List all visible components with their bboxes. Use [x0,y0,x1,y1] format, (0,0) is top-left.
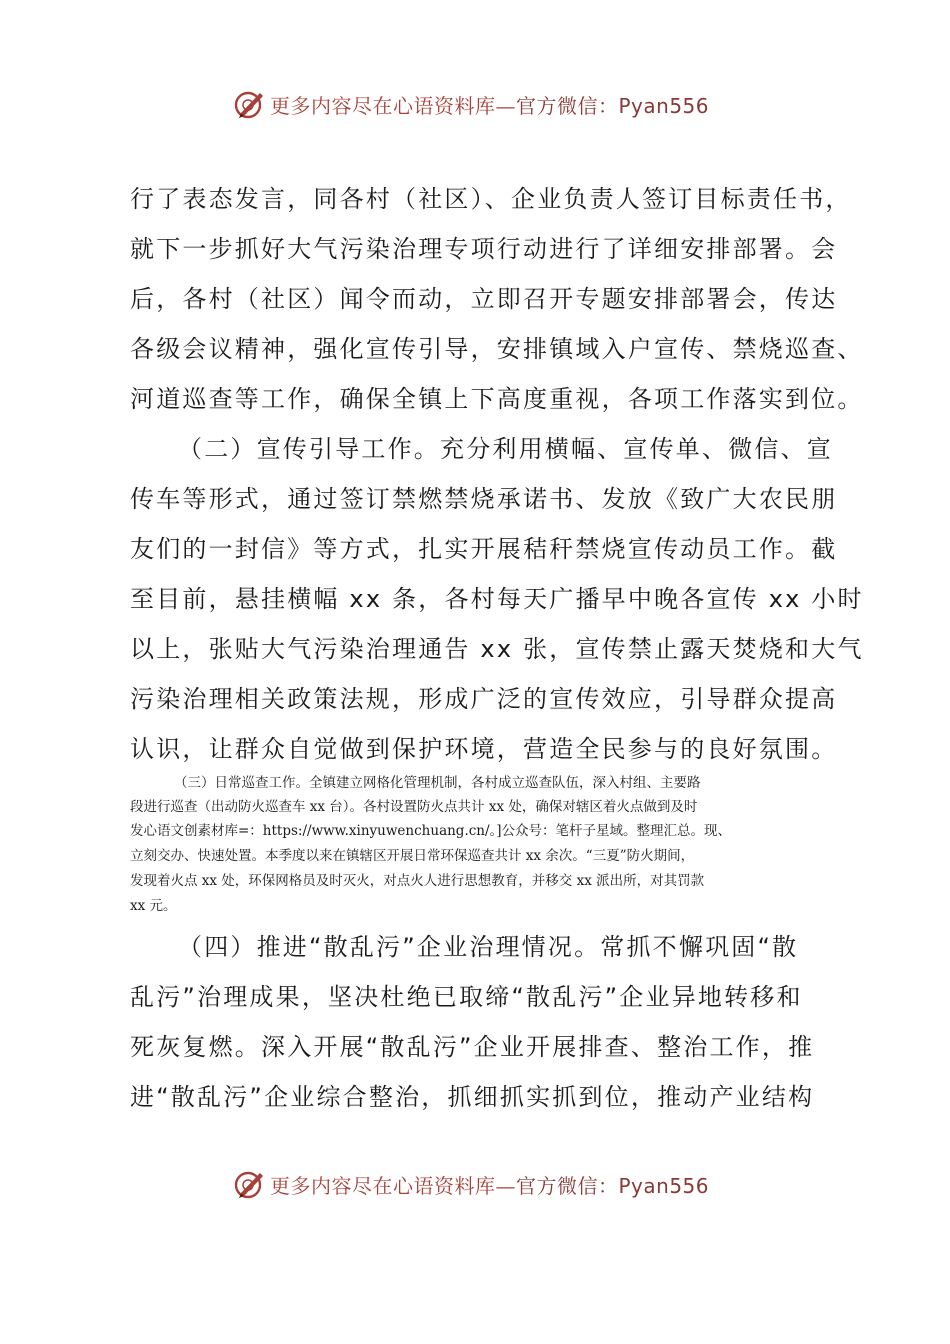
body-line: 就下一步抓好大气污染治理专项行动进行了详细安排部署。会 [130,235,838,263]
body-line: 以上，张贴大气污染治理通告 xx 张，宣传禁止露天焚烧和大气 [130,635,864,663]
small-paragraph-line: xx 元。 [130,898,177,914]
body-line: 至目前，悬挂横幅 xx 条，各村每天广播早中晚各宣传 xx 小时 [130,585,864,613]
small-paragraph-line: 立刻交办、快速处置。本季度以来在镇辖区开展日常环保巡查共计 xx 余次。“三夏”防火期间， [130,848,695,864]
body-line: 友们的一封信》等方式，扎实开展秸秆禁烧宣传动员工作。截 [130,535,838,563]
banner-main-text: 更多内容尽在心语资料库 [270,93,496,118]
body-line: 后，各村（社区）闻令而动，立即召开专题安排部署会，传达 [130,285,838,313]
body-line: 河道巡查等工作，确保全镇上下高度重视，各项工作落实到位。 [130,385,864,413]
header-banner [232,86,709,122]
body-line: 传车等形式，通过签订禁燃禁烧承诺书、发放《致广大农民朋 [130,485,838,513]
body-line: 污染治理相关政策法规，形成广泛的宣传效应，引导群众提高 [130,685,838,713]
banner-text [270,90,709,119]
banner-contact-text: 官方微信：Pyan556 [516,93,710,118]
small-paragraph-line: 段进行巡查（出动防火巡查车 xx 台）。各村设置防火点共计 xx 处，确保对辖区着火点做到及时 [130,799,698,815]
banner-dash: — [495,93,516,118]
banner-text [270,1170,709,1199]
banner-contact-text: 官方微信：Pyan556 [516,1173,710,1198]
small-paragraph-line: 发心语文创素材库=：https://www.xinyuwenchuang.cn/。]公众号：笔杆子星域。整理汇总。现、 [130,823,732,839]
section-heading-line: （四）推进“散乱污”企业治理情况。常抓不懈巩固“散 [178,933,799,961]
footer-banner [232,1166,709,1202]
pen-logo-icon [232,87,266,121]
body-line: 乱污”治理成果，坚决杜绝已取缔“散乱污”企业异地转移和 [130,983,803,1011]
banner-main-text: 更多内容尽在心语资料库 [270,1173,496,1198]
banner-dash: — [495,1173,516,1198]
body-line: 认识，让群众自觉做到保护环境，营造全民参与的良好氛围。 [130,735,838,763]
body-line: 死灰复燃。深入开展“散乱污”企业开展排查、整治工作，推 [130,1033,815,1061]
body-line: 进“散乱污”企业综合整治，抓细抓实抓到位，推动产业结构 [130,1083,815,1111]
section-heading-line: （二）宣传引导工作。充分利用横幅、宣传单、微信、宣 [178,435,833,463]
body-line: 各级会议精神，强化宣传引导，安排镇域入户宣传、禁烧巡查、 [130,335,864,363]
body-line: 行了表态发言，同各村（社区）、企业负责人签订目标责任书， [130,185,852,213]
small-paragraph-line: 发现着火点 xx 处，环保网格员及时灭火，对点火人进行思想教育，并移交 xx 派出所，对其罚款 [130,873,705,889]
pen-logo-icon [232,1167,266,1201]
small-paragraph-line: （三）日常巡查工作。全镇建立网格化管理机制，各村成立巡查队伍，深入村组、主要路 [174,775,701,791]
